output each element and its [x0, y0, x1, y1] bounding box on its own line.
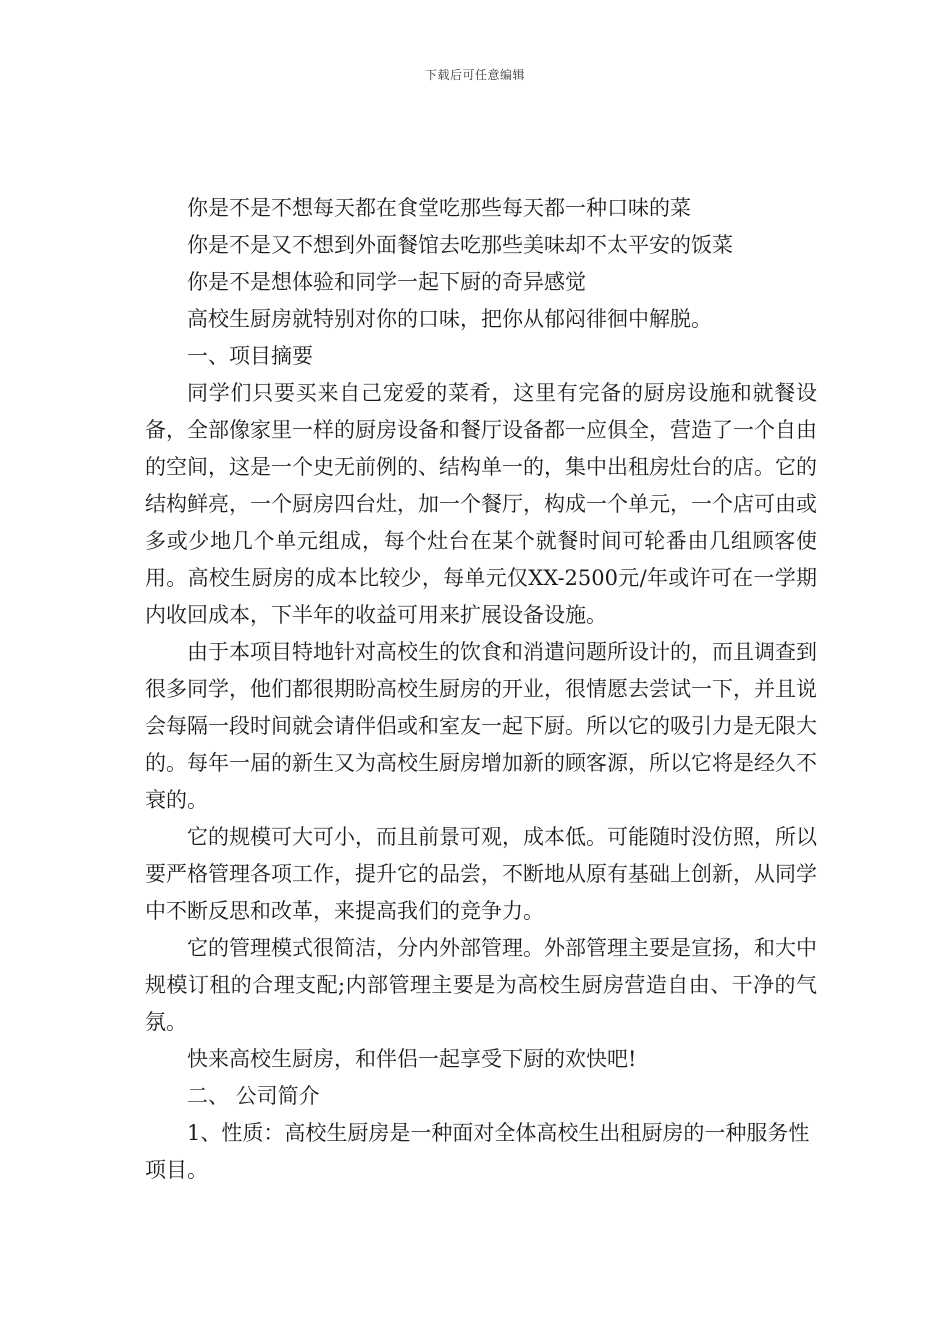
intro-line-1: 你是不是不想每天都在食堂吃那些每天都一种口味的菜	[187, 196, 691, 220]
document-body	[145, 190, 817, 1189]
section-heading-company: 二、 公司简介	[187, 1084, 320, 1108]
intro-line-4: 高校生厨房就特别对你的口味，把你从郁闷徘徊中解脱。	[187, 307, 712, 331]
summary-paragraph-3: 它的规模可大可小，而且前景可观，成本低。可能随时没仿照，所以要严格管理各项工作，提升它的品尝，不断地从原有基础上创新，从同学中不断反思和改革，来提高我们的竞争力。	[145, 825, 817, 923]
summary-paragraph-2: 由于本项目特地针对高校生的饮食和消遣问题所设计的，而且调查到很多同学，他们都很期盼高校生厨房的开业，很情愿去尝试一下，并且说会每隔一段时间就会请伴侣或和室友一起下厨。所以它的吸引力是无限大的。每年一届的新生又为高校生厨房增加新的顾客源，所以它将是经久不衰的。	[145, 640, 817, 812]
summary-paragraph-4: 它的管理模式很简洁，分内外部管理。外部管理主要是宣扬，和大中规模订租的合理支配;内部管理主要是为高校生厨房营造自由、干净的气氛。	[145, 936, 817, 1034]
intro-line-2: 你是不是又不想到外面餐馆去吃那些美味却不太平安的饭菜	[187, 233, 733, 257]
summary-paragraph-1: 同学们只要买来自己宠爱的菜肴，这里有完备的厨房设施和就餐设备，全部像家里一样的厨房设备和餐厅设备都一应俱全，营造了一个自由的空间，这是一个史无前例的、结构单一的，集中出租房灶台的店。它的结构鲜亮，一个厨房四台灶，加一个餐厅，构成一个单元，一个店可由或多或少地几个单元组成，每个灶台在某个就餐时间可轮番由几组顾客使用。高校生厨房的成本比较少，每单元仅XX-2500元/年或许可在一学期内收回成本，下半年的收益可用来扩展设备设施。	[145, 381, 817, 627]
company-nature-paragraph: 1、性质：高校生厨房是一种面对全体高校生出租厨房的一种服务性项目。	[145, 1121, 810, 1182]
section-heading-summary: 一、项目摘要	[187, 344, 313, 368]
intro-line-3: 你是不是想体验和同学一起下厨的奇异感觉	[187, 270, 586, 294]
summary-closing-line: 快来高校生厨房，和伴侣一起享受下厨的欢快吧!	[187, 1047, 637, 1071]
page-header: 下载后可任意编辑	[424, 68, 525, 82]
